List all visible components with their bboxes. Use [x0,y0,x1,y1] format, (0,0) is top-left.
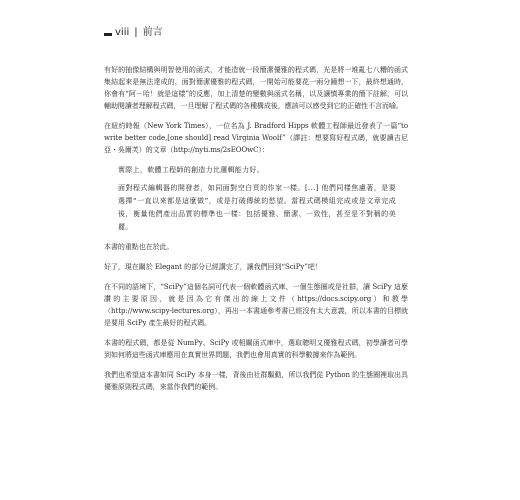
chapter-title: 前言 [142,27,163,38]
paragraph: 在紐約時報（New York Times），一位名為 J. Bradford Hipps 軟體工程師最近發表了一篇“to write better code,[one should] read Virginia Woolf”（譯註：想要寫好程式碼，就要讀吉尼亞・吳爾芙）的文章（http://nyti.ms/2sEOOwC）： [104,122,408,154]
header-rule-mark [104,33,112,36]
header-separator: | [134,27,138,38]
page-number: viii [115,27,130,38]
paragraph: 好了，現在關於 Elegant 的部分已經講完了，讓我們回到“SciPy”吧！ [104,263,322,271]
paragraph: 在不同的語境下，“SciPy”這個名詞可代表一個軟體函式庫、一個生態圈或是社群，讓 SciPy 這麼讚的主要原因，就是因為它有傑出的線上文件（https://docs.scipy.org）和教學（http://www.scipy-lectures.org），再出一本書通參考書已經沒有太大意義，所以本書的目標就是要用 SciPy 產生最好的程式碼。 [104,283,408,327]
body-text [104,64,408,401]
block-quote: 面對程式編輯器的開發者，如同面對空白頁的作家一樣。[...] 他們同樣焦慮著，是要選擇“一直以來都是這麼做”，或是打破傳統的慾望。當程式碼模組完成或是文章完成後，衡量他們產出品質的標準也一樣：包括優雅、簡潔、一致性，甚至是不對稱的美麗。 [118,184,396,231]
paragraph: 有好的抽像結構與明智使用的函式，才能造就一段簡潔優雅的程式碼，光是將一堆亂七八糟的函式集結起來是無法達成的，面對簡潔優雅的程式碼，一開始可能要花一兩分鐘想一下，最終想通時，你會有“阿－哈！就是這樣”的反應，加上清楚的變數與函式名稱，以及讓慎專業的簡下註解，可以輔助閱讀者理解程式碼，一旦理解了程式碼的各種構成後，應該可以感受到它的正確性不言而喻。 [104,66,408,110]
paragraph: 本書的程式碼，都是從 NumPy、SciPy 或相關函式庫中，選取聰明又優雅程式碼，初學讀者可學到如何將這些函式庫應用在真實世界問題，我們也會用真實的科學數據來作為範例。 [104,339,408,359]
paragraph: 我們也希望這本書如同 SciPy 本身一樣，背後由社群驅動，所以我們從 Python 的生態圈裡取出具優雅原則程式碼，來當作我們的範例。 [104,371,408,391]
running-header [104,22,163,38]
paragraph: 本書的重點也在於此。 [104,243,174,251]
block-quote: 實際上，軟體工程師的創造力比邏輯能力好。 [118,166,264,174]
